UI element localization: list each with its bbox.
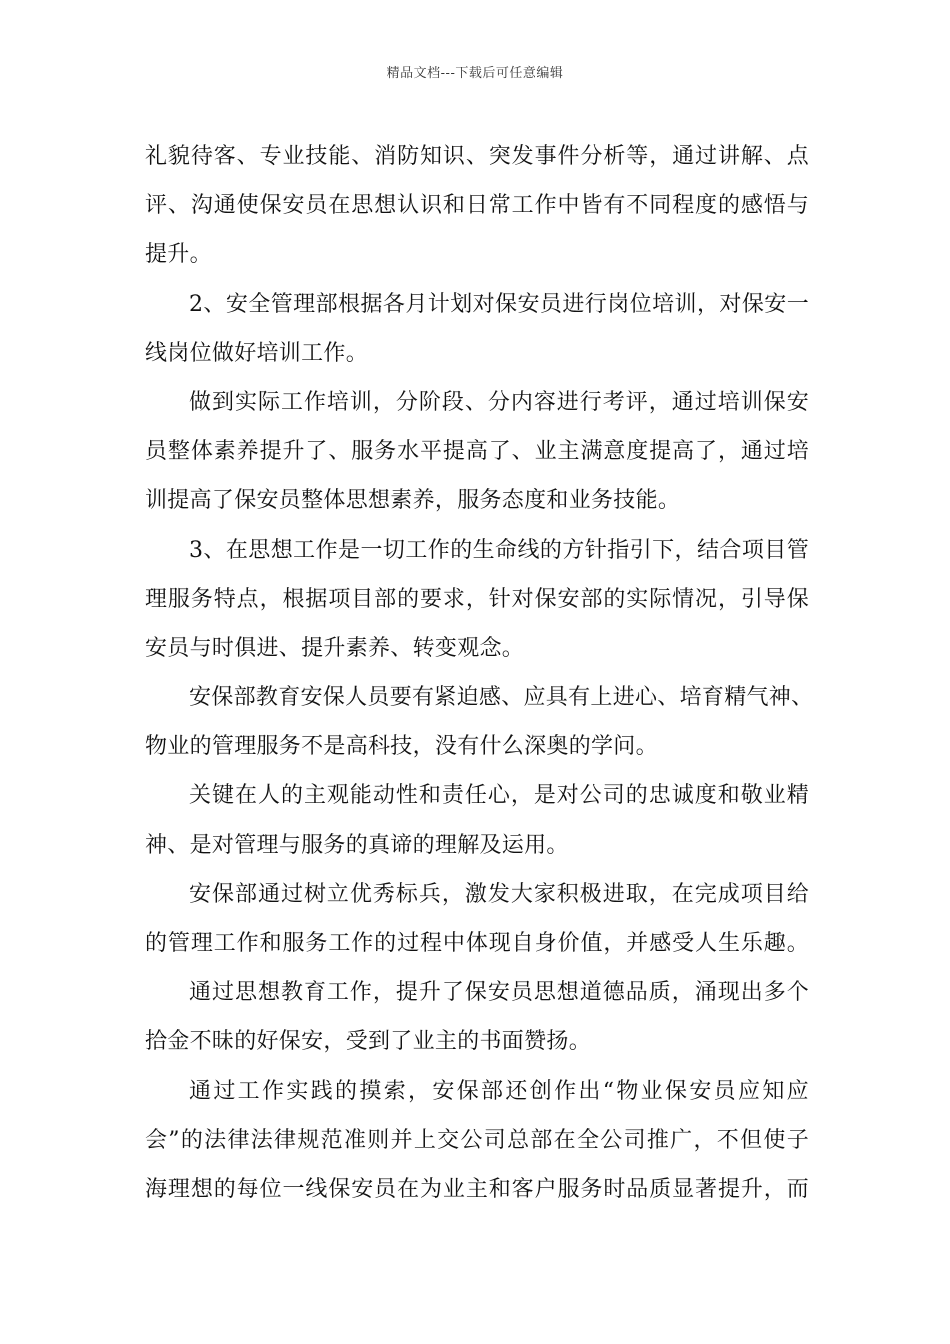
text-line: 海理想的每位一线保安员在为业主和客户服务时品质显著提升，而 bbox=[145, 1176, 809, 1202]
text-line: 安保部通过树立优秀标兵，激发大家积极进取，在完成项目给 bbox=[189, 881, 809, 907]
text-line: 做到实际工作培训，分阶段、分内容进行考评，通过培训保安 bbox=[189, 389, 809, 415]
text-line: 通过思想教育工作，提升了保安员思想道德品质，涌现出多个 bbox=[189, 980, 809, 1006]
text-line: 提升。 bbox=[145, 242, 212, 268]
text-line: 礼貌待客、专业技能、消防知识、突发事件分析等，通过讲解、点 bbox=[145, 144, 809, 169]
text-line: 安保部教育安保人员要有紧迫感、应具有上进心、培育精气神、 bbox=[189, 685, 814, 711]
text-line: 物业的管理服务不是高科技，没有什么深奥的学问。 bbox=[145, 734, 658, 760]
text-line: 的管理工作和服务工作的过程中体现自身价值，并感受人生乐趣。 bbox=[145, 931, 809, 956]
text-line: 训提高了保安员整体思想素养，服务态度和业务技能。 bbox=[145, 488, 681, 514]
text-line: 2、安全管理部根据各月计划对保安员进行岗位培训，对保安一 bbox=[189, 291, 809, 317]
text-line: 拾金不昧的好保安，受到了业主的书面赞扬。 bbox=[145, 1029, 592, 1055]
text-line: 通过工作实践的摸索，安保部还创作出“物业保安员应知应 bbox=[189, 1078, 809, 1104]
text-line: 关键在人的主观能动性和责任心，是对公司的忠诚度和敬业精 bbox=[189, 783, 809, 809]
text-line: 神、是对管理与服务的真谛的理解及运用。 bbox=[145, 832, 569, 858]
text-line: 评、沟通使保安员在思想认识和日常工作中皆有不同程度的感悟与 bbox=[145, 193, 809, 219]
text-line: 3、在思想工作是一切工作的生命线的方针指引下，结合项目管 bbox=[189, 537, 809, 563]
page-header: 精品文档---下载后可任意编辑 bbox=[386, 66, 564, 81]
text-line: 会”的法律法律规范准则并上交公司总部在全公司推广，不但使子 bbox=[145, 1127, 809, 1153]
text-line: 线岗位做好培训工作。 bbox=[145, 340, 369, 366]
text-line: 安员与时俱进、提升素养、转变观念。 bbox=[145, 635, 525, 661]
text-line: 员整体素养提升了、服务水平提高了、业主满意度提高了，通过培 bbox=[145, 439, 809, 465]
text-line: 理服务特点，根据项目部的要求，针对保安部的实际情况，引导保 bbox=[145, 586, 809, 612]
document-body bbox=[145, 132, 814, 1214]
